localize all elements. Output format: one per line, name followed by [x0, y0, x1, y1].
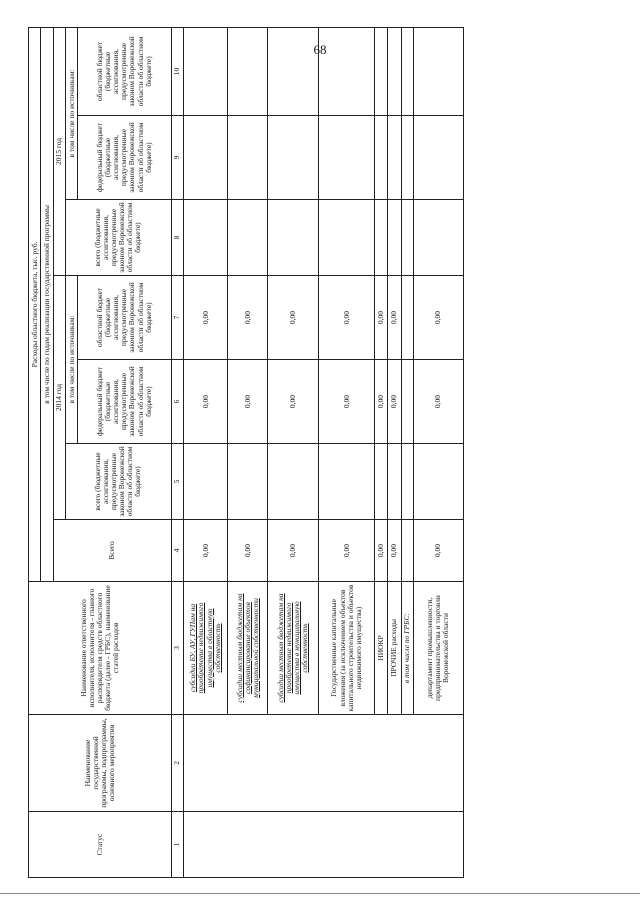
row-label: Государственные капитальные вложения (за исключением объектов капитального строительства и объектов недвижимого имущества) [319, 582, 375, 715]
col-num: 7 [171, 276, 183, 360]
header-program-name: Наименование государственной программы, подпрограммы, основного мероприятия [29, 715, 172, 812]
page-number: 68 [313, 42, 327, 57]
row-label: субсидии местным бюджетам на приобретение недвижимого имущества в муниципальную собственность [268, 582, 319, 715]
col-num: 3 [171, 582, 183, 715]
cell-regional-2014: 0,00 [228, 276, 268, 360]
cell-regional-2015 [401, 27, 413, 115]
header-status: Статус [29, 812, 172, 878]
col-num: 1 [171, 812, 183, 878]
header-total: Всего [53, 520, 171, 582]
cell-regional-2015 [413, 27, 463, 115]
header-regional-2014: областной бюджет (бюджетные ассигнования, предусмотренные законом Воронежской области об областном бюджете) [78, 276, 171, 360]
cell-federal-2015 [319, 116, 375, 200]
cell-federal-2015 [183, 116, 227, 200]
cell-regional-2014: 0,00 [319, 276, 375, 360]
cell-all-2015 [268, 200, 319, 276]
cell-all-2015 [319, 200, 375, 276]
row-label: субсидии БУ, АУ, ГУПам на приобретение недвижимого имущества в областную собственность [183, 582, 227, 715]
cell-all-2014 [228, 444, 268, 520]
cell-federal-2015 [388, 116, 401, 200]
cell-federal-2014: 0,00 [228, 360, 268, 444]
col-num: 4 [171, 520, 183, 582]
col-num: 10 [171, 27, 183, 115]
cell-all-2014 [401, 444, 413, 520]
col-num: 5 [171, 444, 183, 520]
cell-regional-2015 [319, 27, 375, 115]
cell-federal-2015 [401, 116, 413, 200]
cell-total: 0,00 [413, 520, 463, 582]
header-year-2015: 2015 год [53, 27, 65, 275]
header-executor: Наименование ответственного исполнителя, исполнителя - главного распорядителя средств областного бюджета (далее - ГРБС), наименование статей расходов [29, 582, 172, 715]
cell-federal-2014: 0,00 [268, 360, 319, 444]
cell-all-2014 [413, 444, 463, 520]
scan-edge-line [0, 893, 640, 894]
cell-total [401, 520, 413, 582]
col-num: 6 [171, 360, 183, 444]
program-cell [183, 715, 463, 812]
header-by-year: в том числе по годам реализации государственной программы [41, 27, 53, 581]
row-label: ПРОЧИЕ расходы [388, 582, 401, 715]
header-by-source-2014: в том числе по источникам: [65, 276, 77, 444]
cell-regional-2014 [401, 276, 413, 360]
cell-regional-2014: 0,00 [183, 276, 227, 360]
cell-all-2015 [228, 200, 268, 276]
cell-regional-2015 [388, 27, 401, 115]
col-num: 8 [171, 200, 183, 276]
cell-federal-2015 [374, 116, 387, 200]
cell-regional-2014: 0,00 [413, 276, 463, 360]
cell-federal-2015 [413, 116, 463, 200]
header-federal-2014: федеральный бюджет (бюджетные ассигнования, предусмотренные законом Воронежской области об областном бюджете) [78, 360, 171, 444]
cell-all-2015 [401, 200, 413, 276]
cell-all-2015 [388, 200, 401, 276]
header-all-budget-2015: всего (бюджетные ассигнования, предусмотренные законом Воронежской области об областном бюджете) [65, 200, 171, 276]
cell-all-2014 [183, 444, 227, 520]
col-num: 9 [171, 116, 183, 200]
cell-all-2014 [268, 444, 319, 520]
cell-all-2015 [413, 200, 463, 276]
cell-total: 0,00 [268, 520, 319, 582]
row-label: НИОКР [374, 582, 387, 715]
cell-all-2015 [374, 200, 387, 276]
cell-federal-2015 [228, 116, 268, 200]
cell-regional-2014: 0,00 [388, 276, 401, 360]
cell-total: 0,00 [388, 520, 401, 582]
cell-regional-2015 [228, 27, 268, 115]
header-all-budget-2014: всего (бюджетные ассигнования, предусмотренные законом Воронежской области об областном бюджете) [65, 444, 171, 520]
cell-federal-2014: 0,00 [374, 360, 387, 444]
cell-regional-2015 [268, 27, 319, 115]
cell-regional-2015 [374, 27, 387, 115]
rotated-table-container [28, 28, 464, 878]
cell-federal-2014: 0,00 [183, 360, 227, 444]
col-num: 2 [171, 715, 183, 812]
cell-regional-2014: 0,00 [374, 276, 387, 360]
cell-regional-2015 [183, 27, 227, 115]
cell-all-2014 [319, 444, 375, 520]
table-row [183, 27, 227, 877]
header-regional-2015: областной бюджет (бюджетные ассигнования, предусмотренные законом Воронежской области об областном бюджете) [78, 27, 171, 115]
header-federal-2015: федеральный бюджет (бюджетные ассигнования, предусмотренные законом Воронежской области об областном бюджете) [78, 116, 171, 200]
cell-total: 0,00 [183, 520, 227, 582]
cell-all-2014 [374, 444, 387, 520]
cell-federal-2015 [268, 116, 319, 200]
cell-total: 0,00 [319, 520, 375, 582]
column-number-row [171, 27, 183, 877]
cell-total: 0,00 [228, 520, 268, 582]
row-label: в том числе по ГРБС: [401, 582, 413, 715]
cell-federal-2014: 0,00 [319, 360, 375, 444]
budget-table [28, 27, 464, 878]
cell-total: 0,00 [374, 520, 387, 582]
row-label: субсидии местным бюджетам на софинансирование объектов муниципальной собственности [228, 582, 268, 715]
cell-regional-2014: 0,00 [268, 276, 319, 360]
row-label: департамент промышленности, предпринимательства и торговли Воронежской области [413, 582, 463, 715]
header-by-source-2015: в том числе по источникам: [65, 27, 77, 199]
cell-all-2014 [388, 444, 401, 520]
cell-federal-2014: 0,00 [388, 360, 401, 444]
cell-all-2015 [183, 200, 227, 276]
header-year-2014: 2014 год [53, 276, 65, 520]
cell-federal-2014: 0,00 [413, 360, 463, 444]
cell-federal-2014 [401, 360, 413, 444]
status-cell [183, 812, 463, 878]
header-expenses-title: Расходы областного бюджета, тыс. руб. [29, 27, 41, 581]
